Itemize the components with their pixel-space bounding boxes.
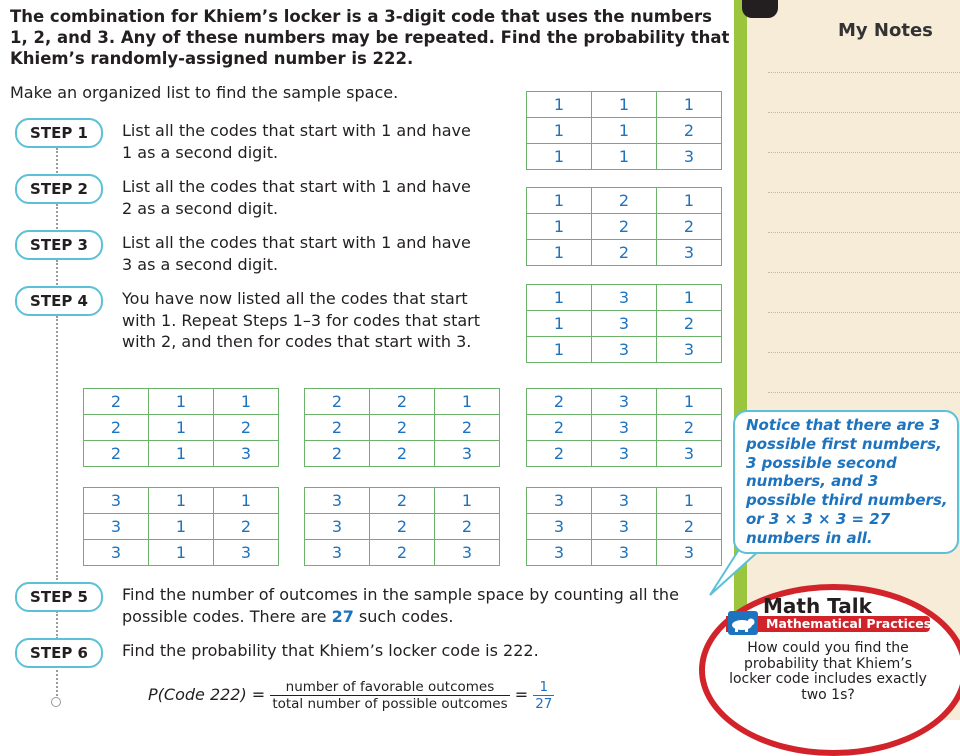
note-line xyxy=(768,72,960,73)
code-digit-cell: 3 xyxy=(84,514,149,540)
table-row xyxy=(527,118,722,144)
problem-statement: The combination for Khiem’s locker is a 3-digit code that uses the numbers 1, 2, and 3. Any of these numbers may be repeated. Find the probability that Khiem’s randomly-assigned number is 222. xyxy=(10,7,730,68)
note-line xyxy=(768,152,960,153)
note-line xyxy=(768,352,960,353)
table-row xyxy=(527,389,722,415)
step-connector xyxy=(56,148,58,176)
code-digit-cell: 3 xyxy=(592,540,657,566)
code-digit-cell: 1 xyxy=(149,441,214,467)
step-2-label: STEP 2 xyxy=(15,174,103,204)
codes-table-3-1 xyxy=(83,487,279,566)
code-digit-cell: 1 xyxy=(149,540,214,566)
code-digit-cell: 1 xyxy=(149,415,214,441)
code-digit-cell: 3 xyxy=(305,514,370,540)
step-5-text-after: such codes. xyxy=(353,606,454,626)
code-digit-cell: 1 xyxy=(527,285,592,311)
code-digit-cell: 1 xyxy=(592,92,657,118)
step-connector xyxy=(56,260,58,288)
codes-table-1-3 xyxy=(526,284,722,363)
table-row xyxy=(527,488,722,514)
code-digit-cell: 1 xyxy=(527,92,592,118)
table-row xyxy=(527,337,722,363)
code-digit-cell: 1 xyxy=(435,488,500,514)
step-1-text: List all the codes that start with 1 and have 1 as a second digit. xyxy=(122,121,471,162)
math-talk-question: How could you find the probability that Khiem’s locker code includes exactly two 1s? xyxy=(729,640,927,703)
formula-denominator: total number of possible outcomes xyxy=(272,696,508,712)
code-digit-cell: 2 xyxy=(657,311,722,337)
table-row xyxy=(84,488,279,514)
table-row xyxy=(305,389,500,415)
step-connector xyxy=(56,666,58,696)
table-row xyxy=(305,488,500,514)
note-line xyxy=(768,192,960,193)
table-row xyxy=(84,389,279,415)
table-row xyxy=(305,514,500,540)
codes-table-2-1 xyxy=(83,388,279,467)
code-digit-cell: 2 xyxy=(84,441,149,467)
code-digit-cell: 3 xyxy=(592,389,657,415)
code-digit-cell: 2 xyxy=(84,389,149,415)
code-digit-cell: 3 xyxy=(592,514,657,540)
code-digit-cell: 2 xyxy=(657,514,722,540)
code-digit-cell: 2 xyxy=(592,188,657,214)
code-digit-cell: 3 xyxy=(657,540,722,566)
step-4-label: STEP 4 xyxy=(15,286,103,316)
code-digit-cell: 2 xyxy=(305,441,370,467)
step-connector xyxy=(56,204,58,232)
code-digit-cell: 1 xyxy=(657,92,722,118)
formula-equals: = xyxy=(514,685,529,704)
code-digit-cell: 2 xyxy=(527,389,592,415)
formula-lhs: P(Code 222) = xyxy=(148,685,266,704)
code-digit-cell: 1 xyxy=(214,488,279,514)
code-digit-cell: 3 xyxy=(305,540,370,566)
result-denominator: 27 xyxy=(535,696,553,712)
code-digit-cell: 1 xyxy=(527,188,592,214)
step-5-label: STEP 5 xyxy=(15,582,103,612)
code-digit-cell: 2 xyxy=(305,389,370,415)
code-digit-cell: 1 xyxy=(657,488,722,514)
code-digit-cell: 1 xyxy=(214,389,279,415)
code-digit-cell: 2 xyxy=(592,240,657,266)
step-5-text-before: Find the number of outcomes in the sample space by counting all the possible codes. There are xyxy=(122,585,679,626)
code-digit-cell: 1 xyxy=(527,214,592,240)
end-circle-icon xyxy=(51,697,61,707)
code-digit-cell: 2 xyxy=(592,214,657,240)
code-digit-cell: 2 xyxy=(370,415,435,441)
code-digit-cell: 2 xyxy=(435,415,500,441)
table-row xyxy=(527,285,722,311)
notes-title: My Notes xyxy=(838,20,933,41)
code-digit-cell: 3 xyxy=(435,540,500,566)
step-4-text: You have now listed all the codes that start with 1. Repeat Steps 1–3 for codes that start with 2, and then for codes that start with 3. xyxy=(122,289,481,351)
table-row xyxy=(527,415,722,441)
code-digit-cell: 3 xyxy=(84,540,149,566)
code-digit-cell: 2 xyxy=(84,415,149,441)
code-digit-cell: 1 xyxy=(657,188,722,214)
intro-text: Make an organized list to find the sample space. xyxy=(10,83,399,102)
table-row xyxy=(527,311,722,337)
code-digit-cell: 2 xyxy=(370,488,435,514)
step-connector xyxy=(56,611,58,639)
table-row xyxy=(527,441,722,467)
code-digit-cell: 2 xyxy=(370,540,435,566)
code-digit-cell: 1 xyxy=(149,488,214,514)
code-digit-cell: 3 xyxy=(592,337,657,363)
code-digit-cell: 3 xyxy=(657,441,722,467)
formula-numerator: number of favorable outcomes xyxy=(270,679,509,696)
table-row xyxy=(527,240,722,266)
code-digit-cell: 1 xyxy=(435,389,500,415)
code-digit-cell: 1 xyxy=(592,118,657,144)
code-digit-cell: 3 xyxy=(657,144,722,170)
table-row xyxy=(527,540,722,566)
table-row xyxy=(527,144,722,170)
note-line xyxy=(768,232,960,233)
table-row xyxy=(305,441,500,467)
code-digit-cell: 3 xyxy=(435,441,500,467)
code-digit-cell: 3 xyxy=(592,488,657,514)
code-digit-cell: 1 xyxy=(527,240,592,266)
code-digit-cell: 2 xyxy=(370,514,435,540)
step-6-text: Find the probability that Khiem’s locker code is 222. xyxy=(122,641,539,660)
code-digit-cell: 2 xyxy=(657,214,722,240)
code-digit-cell: 3 xyxy=(527,488,592,514)
codes-table-3-2 xyxy=(304,487,500,566)
formula-fraction xyxy=(270,679,509,712)
code-digit-cell: 1 xyxy=(149,389,214,415)
note-line xyxy=(768,392,960,393)
codes-table-1-2 xyxy=(526,187,722,266)
code-digit-cell: 1 xyxy=(592,144,657,170)
code-digit-cell: 3 xyxy=(592,311,657,337)
code-digit-cell: 2 xyxy=(214,514,279,540)
table-row xyxy=(84,540,279,566)
code-digit-cell: 1 xyxy=(527,118,592,144)
table-row xyxy=(84,514,279,540)
code-digit-cell: 2 xyxy=(305,415,370,441)
code-digit-cell: 1 xyxy=(527,144,592,170)
step-2-text: List all the codes that start with 1 and have 2 as a second digit. xyxy=(122,177,471,218)
code-digit-cell: 3 xyxy=(527,514,592,540)
probability-formula xyxy=(148,679,554,712)
table-row xyxy=(527,214,722,240)
bear-icon xyxy=(728,611,758,635)
math-talk-subtitle: Mathematical Practices xyxy=(766,616,932,631)
code-digit-cell: 3 xyxy=(592,285,657,311)
codes-table-1-1 xyxy=(526,91,722,170)
table-row xyxy=(527,514,722,540)
code-digit-cell: 1 xyxy=(657,285,722,311)
note-line xyxy=(768,272,960,273)
code-digit-cell: 2 xyxy=(527,415,592,441)
table-row xyxy=(527,92,722,118)
formula-result xyxy=(533,679,554,712)
table-row xyxy=(527,188,722,214)
step-6-label: STEP 6 xyxy=(15,638,103,668)
notice-callout-text: Notice that there are 3 possible first numbers, 3 possible second numbers, and 3 possible third numbers, or 3 × 3 × 3 = 27 numbers in all. xyxy=(746,416,948,547)
code-digit-cell: 3 xyxy=(214,540,279,566)
code-digit-cell: 2 xyxy=(370,441,435,467)
code-digit-cell: 2 xyxy=(214,415,279,441)
step-1-label: STEP 1 xyxy=(15,118,103,148)
code-digit-cell: 3 xyxy=(657,337,722,363)
code-digit-cell: 1 xyxy=(657,389,722,415)
code-digit-cell: 3 xyxy=(657,240,722,266)
code-digit-cell: 3 xyxy=(592,415,657,441)
result-numerator: 1 xyxy=(533,679,554,696)
step-connector xyxy=(56,316,58,580)
code-digit-cell: 1 xyxy=(149,514,214,540)
math-talk-title: Math Talk xyxy=(763,594,872,618)
step-3-text: List all the codes that start with 1 and have 3 as a second digit. xyxy=(122,233,471,274)
table-row xyxy=(84,415,279,441)
code-digit-cell: 2 xyxy=(527,441,592,467)
code-digit-cell: 3 xyxy=(527,540,592,566)
code-digit-cell: 1 xyxy=(527,337,592,363)
code-digit-cell: 2 xyxy=(657,415,722,441)
step-3-label: STEP 3 xyxy=(15,230,103,260)
step-5-text xyxy=(122,584,702,627)
codes-table-2-3 xyxy=(526,388,722,467)
code-digit-cell: 3 xyxy=(214,441,279,467)
outcome-count: 27 xyxy=(331,606,354,626)
note-line xyxy=(768,312,960,313)
table-row xyxy=(305,415,500,441)
codes-table-3-3 xyxy=(526,487,722,566)
note-line xyxy=(768,112,960,113)
table-row xyxy=(305,540,500,566)
code-digit-cell: 2 xyxy=(370,389,435,415)
code-digit-cell: 2 xyxy=(435,514,500,540)
table-row xyxy=(84,441,279,467)
page-tab xyxy=(742,0,778,18)
code-digit-cell: 1 xyxy=(527,311,592,337)
code-digit-cell: 3 xyxy=(305,488,370,514)
code-digit-cell: 3 xyxy=(84,488,149,514)
code-digit-cell: 2 xyxy=(657,118,722,144)
codes-table-2-2 xyxy=(304,388,500,467)
code-digit-cell: 3 xyxy=(592,441,657,467)
